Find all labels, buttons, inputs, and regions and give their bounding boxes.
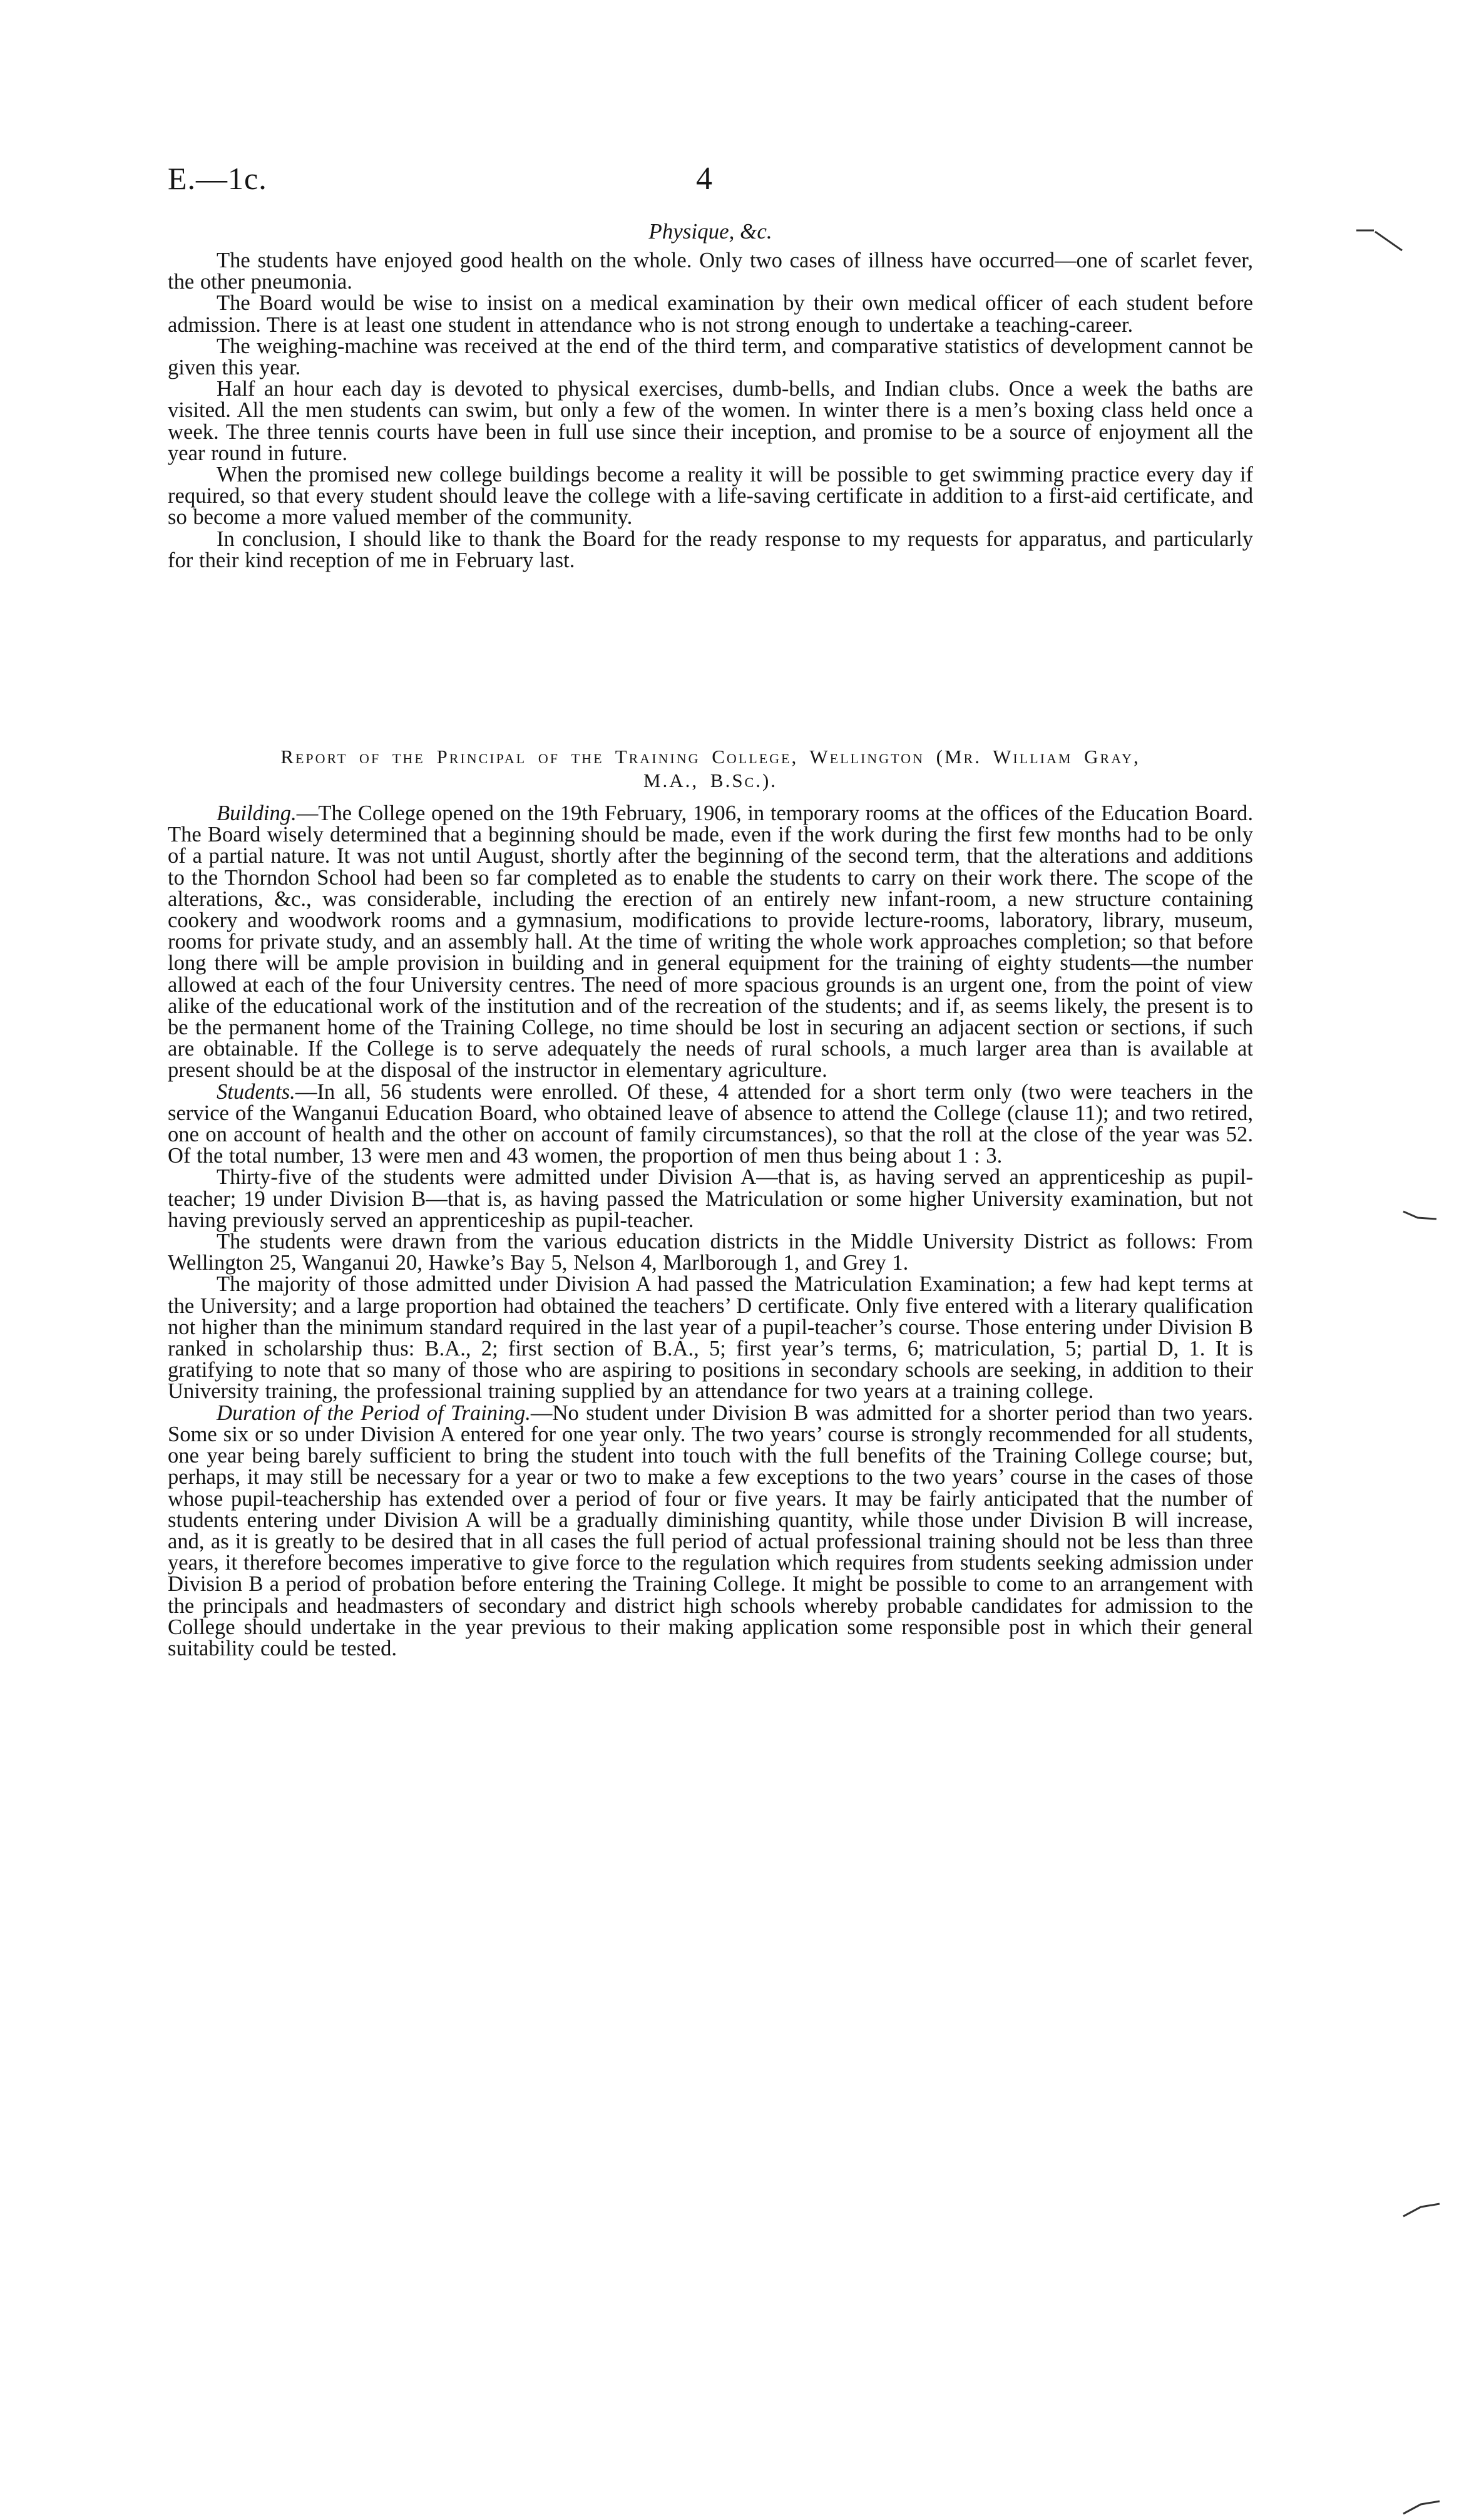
- scan-mark: [1402, 2198, 1446, 2223]
- students-paragraph: [168, 1081, 1253, 1167]
- paragraph: Half an hour each day is devoted to physical exercises, dumb-bells, and Indian clubs. Once a week the baths are visited. All the men students can swim, but only a few of the women. In winter there is a men’s boxing class held once a week. The three tennis courts have been in full use since their inception, and promise to be a source of enjoyment all the year round in future.: [168, 377, 1253, 465]
- paragraph: In conclusion, I should like to thank the Board for the ready response to my requests for apparatus, and particularly for their kind reception of me in February last.: [168, 527, 1253, 572]
- physique-heading: Physique, &c.: [648, 219, 772, 244]
- page-reference: E.—1c.: [168, 161, 267, 196]
- report-title-line-1: Report of the Principal of the Training College, Wellington (Mr. William Gray,: [280, 746, 1140, 768]
- building-text: —The College opened on the 19th February, 1906, in temporary rooms at the offices of the Education Board. The Board wisely determined that a beginning should be made, even if the work during the first few months had to be only of a partial nature. It was not until August, shortly after the beginning of the second term, that the alterations and additions to the Thorndon School had been so far completed as to enable the students to carry on their work there. The scope of the alterations, &c., was considerable, including the erection of an entirely new infant-room, a new structure containing cookery and woodwork rooms and a gymnasium, modifications to provide lecture-rooms, laboratory, library, museum, rooms for private study, and an assembly hall. At the time of writing the whole work approaches completion; so that before long there will be ample provision in building and in general equipment for the training of eighty students—the number allowed at each of the four University centres. The need of more spacious grounds is an urgent one, from the point of view alike of the educational work of the institution and of the recreation of the students; and if, as seems likely, the present is to be the permanent home of the Training College, no time should be lost in securing an adjacent section or sections, if such are obtainable. If the College is to serve adequately the needs of rural schools, a much larger area than is available at present should be at the disposal of the instructor in elementary agriculture.: [168, 801, 1253, 1083]
- paragraph: The Board would be wise to insist on a medical examination by their own medical officer of each student before admission. There is at least one student in attendance who is not strong enough to undertake a teaching-career.: [168, 291, 1253, 337]
- page-number: 4: [696, 161, 712, 197]
- building-label: Building.: [217, 801, 297, 825]
- duration-text: —No student under Division B was admitted for a shorter period than two years. Some six or so under Division A entered for one year only. The two years’ course is strongly recommended for all students, one year being barely sufficient to bring the student into touch with the full benefits of the Training College course; but, perhaps, it may still be necessary for a year or two to make a few exceptions to the two years’ course in the cases of those whose pupil-teachership has extended over a period of four or five years. It may be fairly anticipated that the number of students entering under Division A will be a gradually diminishing quantity, while those under Division B will increase, and, as it is greatly to be desired that in all cases the full period of actual professional training should not be less than three years, it therefore becomes imperative to give force to the regulation which requires from students seeking admission under Division B a period of probation before entering the Training College. It might be possible to come to an arrangement with the principals and headmasters of secondary and district high schools whereby probable candidates for admission to the College should undertake in the year previous to their making application some responsible post in which their general suitability could be tested.: [168, 1401, 1253, 1660]
- students-text: —In all, 56 students were enrolled. Of these, 4 attended for a short term only (two were teachers in the service of the Wanganui Education Board, who obtained leave of absence to attend the College (clause 11); and two retired, one on account of health and the other on account of family circumstances), so that the roll at the close of the year was 52. Of the total number, 13 were men and 43 women, the proportion of men thus being about 1 : 3.: [168, 1079, 1253, 1168]
- duration-paragraph: [168, 1402, 1253, 1659]
- paragraph: The weighing-machine was received at the end of the third term, and comparative statistics of development cannot be given this year.: [168, 334, 1253, 380]
- paragraph: The majority of those admitted under Division A had passed the Matriculation Examination; a few had kept terms at the University; and a large proportion had obtained the teachers’ D certificate. Only five entered with a literary qualification not higher than the minimum standard required in the last year of a pupil-teacher’s course. Those entering under Division B ranked in scholarship thus: B.A., 2; first section of B.A., 5; first year’s terms, 6; matriculation, 5; partial D, 1. It is gratifying to note that so many of those who are aspiring to positions in secondary schools are seeking, in addition to their University training, the professional training supplied by an attendance for two years at a training college.: [168, 1272, 1253, 1404]
- students-label: Students.: [217, 1079, 295, 1104]
- building-paragraph: [168, 803, 1253, 1081]
- paragraph: When the promised new college buildings become a reality it will be possible to get swimming practice every day if required, so that every student should leave the college with a life-saving certificate in addition to a first-aid certificate, and so become a more valued member of the community.: [168, 463, 1253, 530]
- scan-mark: [1402, 2495, 1446, 2520]
- paragraph: Thirty-five of the students were admitted under Division A—that is, as having served an apprenticeship as pupil-teacher; 19 under Division B—that is, as having passed the Matriculation or some higher University examination, but not having previously served an apprenticeship as pupil-teacher.: [168, 1165, 1253, 1232]
- paragraph: The students were drawn from the various education districts in the Middle University District as follows: From Wellington 25, Wanganui 20, Hawke’s Bay 5, Nelson 4, Marlborough 1, and Grey 1.: [168, 1230, 1253, 1275]
- scan-mark: [1355, 225, 1405, 263]
- physique-section: [168, 219, 1253, 571]
- scan-mark: [1402, 1205, 1446, 1230]
- duration-label: Duration of the Period of Training.: [217, 1401, 531, 1425]
- report-title-line-2: M.A., B.Sc.).: [643, 769, 778, 791]
- report-section: [168, 745, 1253, 1659]
- paragraph: The students have enjoyed good health on the whole. Only two cases of illness have occurred—one of scarlet fever, the other pneumonia.: [168, 249, 1253, 294]
